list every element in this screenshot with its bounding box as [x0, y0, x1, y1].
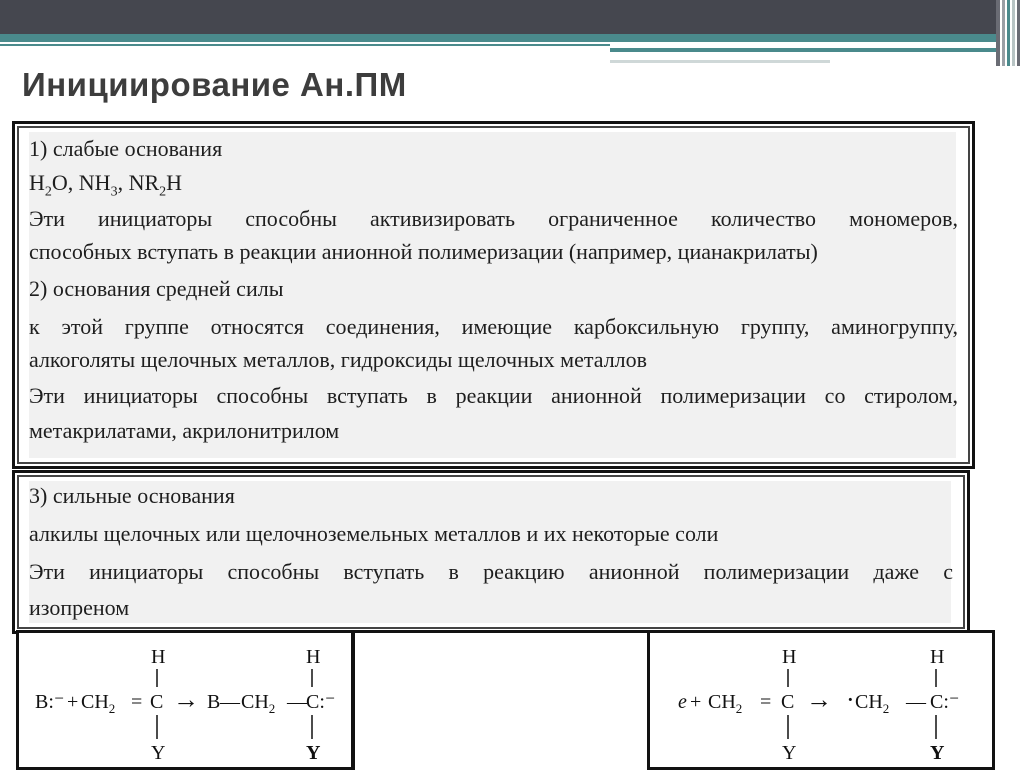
h-label-1: H	[782, 646, 797, 668]
header-accent-line	[610, 48, 1000, 52]
weak-bases-desc-2: способных вступать в реакции анионной полимеризации (например, цианакрилаты)	[29, 239, 818, 264]
heading-weak-bases: 1) слабые основания	[29, 136, 223, 161]
carbanion-product: C:⁻	[930, 691, 960, 713]
strong-bases-desc-3: изопреном	[29, 595, 130, 620]
strong-bases-desc-2: Эти инициаторы способны вступать в реакцию анионной полимеризации даже с	[29, 559, 953, 584]
reaction-electron-initiation-diagram	[650, 633, 992, 770]
methylene-left: $CH_2$	[81, 691, 116, 716]
header-bar	[0, 0, 1000, 34]
header-thin-line	[0, 44, 610, 46]
y-label-2: Y	[306, 742, 321, 764]
bond-dash-1: —	[220, 691, 240, 713]
reaction-arrow: →	[173, 685, 199, 714]
base-anion: B:⁻	[35, 691, 65, 713]
heading-strong-bases: 3) сильные основания	[29, 483, 235, 508]
h-label-1: H	[151, 646, 166, 668]
initiators-box-strong	[12, 470, 970, 634]
slide-title: Инициирование Ан.ПМ	[22, 66, 407, 103]
reaction-arrow: →	[806, 685, 832, 714]
medium-bases-desc-1: к этой группе относятся соединения, имеющие карбоксильную группу, аминогруппу,	[29, 314, 958, 339]
heading-medium-bases: 2) основания средней силы	[29, 276, 284, 301]
y-label-1: Y	[782, 742, 797, 764]
reaction-base-initiation-diagram	[19, 633, 351, 770]
bond-dash: —	[906, 691, 926, 713]
plus-sign: +	[67, 691, 79, 713]
header-light-line	[610, 60, 830, 63]
carbanion-product: C:⁻	[306, 691, 336, 713]
initiators-box-weak-medium	[12, 121, 975, 469]
product-base: B	[207, 691, 221, 713]
weak-bases-formulas: $H_2O$, $NH_3$, $NR_2H$	[29, 170, 183, 200]
header-corner-stripes	[996, 0, 1024, 66]
weak-bases-desc-1: Эти инициаторы способны активизировать ограниченное количество мономеров,	[29, 206, 958, 231]
plus-sign: +	[690, 691, 702, 713]
double-bond: =	[131, 691, 143, 713]
y-label-2: Y	[930, 742, 945, 764]
empty-reaction-cell	[354, 630, 648, 770]
carbon-1: C	[150, 691, 164, 713]
methylene-right: $CH_2$	[241, 691, 276, 716]
electron-symbol: e	[678, 691, 687, 713]
methylene-right: $CH_2$	[855, 691, 890, 716]
h-label-2: H	[306, 646, 321, 668]
medium-bases-desc-2: алкоголяты щелочных металлов, гидроксиды щелочных металлов	[29, 347, 648, 372]
radical-dot: ·	[846, 685, 855, 714]
double-bond: =	[760, 691, 772, 713]
header-accent-stripe	[0, 34, 1000, 42]
medium-bases-desc-3: Эти инициаторы способны вступать в реакции анионной полимеризации со стиролом,	[29, 383, 958, 408]
bond-dash-2: —	[287, 691, 307, 713]
reaction-box-electron-initiation	[647, 630, 995, 770]
h-label-2: H	[930, 646, 945, 668]
strong-bases-desc-1: алкилы щелочных или щелочноземельных металлов и их некоторые соли	[29, 521, 719, 546]
methylene-left: $CH_2$	[708, 691, 743, 716]
reaction-box-base-initiation	[16, 630, 354, 770]
medium-bases-desc-4: метакрилатами, акрилонитрилом	[29, 418, 340, 443]
y-label-1: Y	[151, 742, 166, 764]
carbon-1: C	[781, 691, 795, 713]
